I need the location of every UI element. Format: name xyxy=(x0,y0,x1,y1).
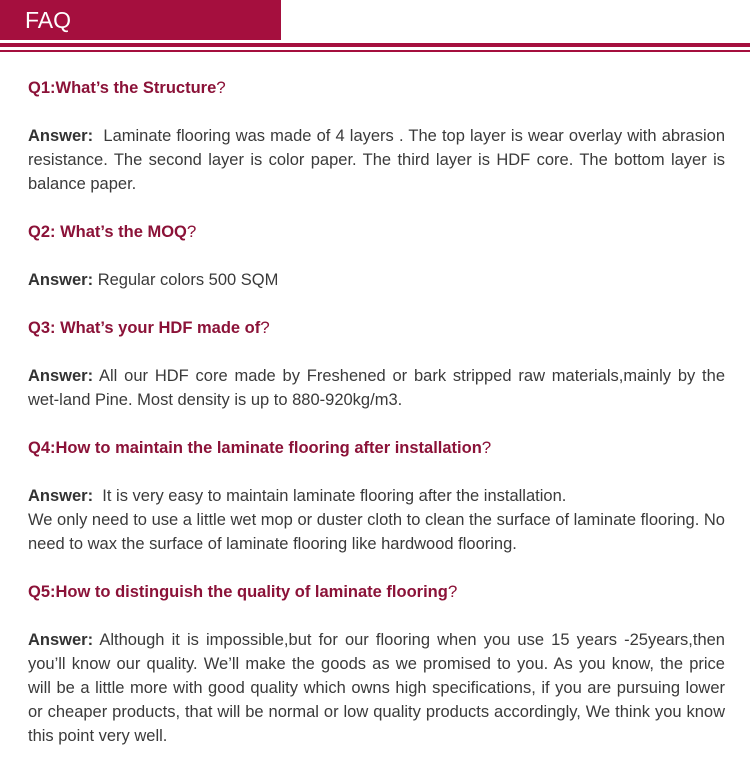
answer-label: Answer: xyxy=(28,127,94,145)
faq-item-1 xyxy=(28,76,730,196)
answer-label: Answer: xyxy=(28,367,94,385)
faq-item-2 xyxy=(28,220,725,292)
faq-item-4 xyxy=(28,436,725,556)
page-header xyxy=(0,0,750,56)
question-2: Q2: What’s the MOQ? xyxy=(28,222,197,241)
header-rule-thick xyxy=(0,43,750,47)
faq-title: FAQ xyxy=(0,0,281,40)
answer-3: Answer: All our HDF core made by Freshened or bark stripped raw materials,mainly by the wet-land Pine. Most density is up to 880-920kg/m3. xyxy=(28,367,730,409)
faq-list xyxy=(28,76,730,772)
answer-2: Answer: Regular colors 500 SQM xyxy=(28,271,279,289)
header-rule-thin xyxy=(0,50,750,52)
answer-label: Answer: xyxy=(28,487,94,505)
answer-4: Answer: It is very easy to maintain laminate flooring after the installation. We only need to use a little wet mop or duster cloth to clean the surface of laminate flooring. No need to wax the surface of laminate flooring like hardwood flooring. xyxy=(28,487,725,553)
question-5: Q5:How to distinguish the quality of laminate flooring? xyxy=(28,582,458,601)
faq-item-3 xyxy=(28,316,730,412)
answer-5: Answer: Although it is impossible,but for our flooring when you use 15 years -25years,then you’ll know our quality. We’ll make the goods as we promised to you. As you know, the price will be a little more with good quality which owns high specifications, if you are pursuing lower or cheaper products, that will be normal or low quality products accordingly, We think you know this point very well. xyxy=(28,631,730,745)
answer-1: Answer: Laminate flooring was made of 4 layers . The top layer is wear overlay with abrasion resistance. The second layer is color paper. The third layer is HDF core. The bottom layer is balance paper. xyxy=(28,127,730,193)
answer-label: Answer: xyxy=(28,271,94,289)
question-3: Q3: What’s your HDF made of? xyxy=(28,318,270,337)
question-4: Q4:How to maintain the laminate flooring after installation? xyxy=(28,438,492,457)
faq-item-5 xyxy=(28,580,730,748)
answer-label: Answer: xyxy=(28,631,94,649)
question-1: Q1:What’s the Structure? xyxy=(28,78,226,97)
